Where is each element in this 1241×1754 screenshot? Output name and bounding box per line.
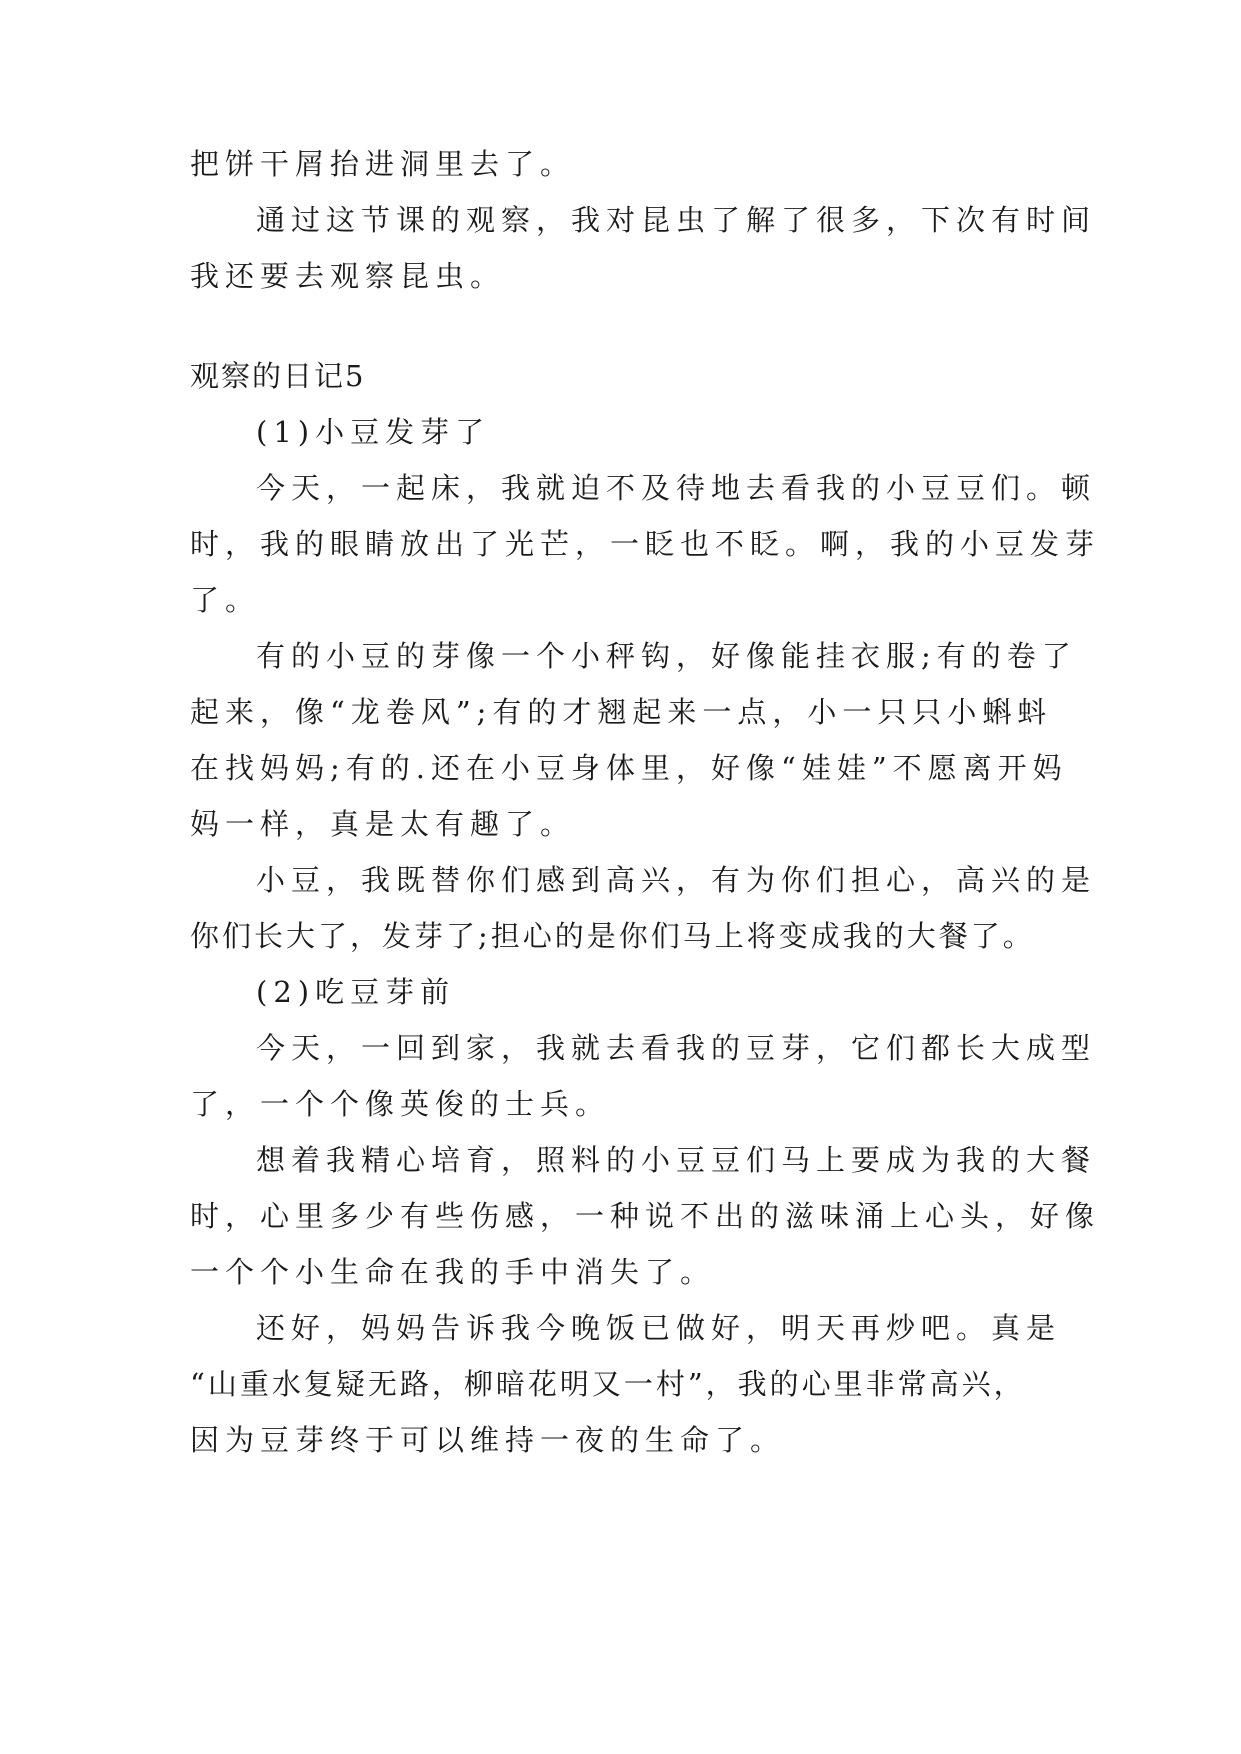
section-heading: 观察的日记5: [190, 359, 366, 393]
text-line: 了，一个个像英俊的士兵。: [190, 1087, 611, 1121]
text-line: 时，我的眼睛放出了光芒，一眨也不眨。啊，我的小豆发芽: [190, 527, 1101, 561]
subsection-heading: (1)小豆发芽了: [256, 415, 491, 449]
text-line: 了。: [190, 583, 261, 617]
text-line: 妈一样，真是太有趣了。: [190, 807, 576, 841]
text-line: 把饼干屑抬进洞里去了。: [190, 147, 576, 181]
text-line: 今天，一起床，我就迫不及待地去看我的小豆豆们。顿: [256, 471, 1097, 505]
text-line: 今天，一回到家，我就去看我的豆芽，它们都长大成型: [256, 1031, 1097, 1065]
text-line: 想着我精心培育，照料的小豆豆们马上要成为我的大餐: [256, 1143, 1097, 1177]
text-line: 因为豆芽终于可以维持一夜的生命了。: [190, 1423, 786, 1457]
text-line: “山重水复疑无路，柳暗花明又一村”，我的心里非常高兴，: [190, 1367, 1026, 1401]
text-line: 时，心里多少有些伤感，一种说不出的滋味涌上心头，好像: [190, 1199, 1101, 1233]
text-line: 你们长大了，发芽了;担心的是你们马上将变成我的大餐了。: [190, 919, 1035, 953]
text-line: 通过这节课的观察，我对昆虫了解了很多，下次有时间: [256, 203, 1097, 237]
text-line: 一个个小生命在我的手中消失了。: [190, 1255, 716, 1289]
text-line: 我还要去观察昆虫。: [190, 259, 506, 293]
text-line: 有的小豆的芽像一个小秤钩，好像能挂衣服;有的卷了: [256, 639, 1077, 673]
text-line: 在找妈妈;有的.还在小豆身体里，好像“娃娃”不愿离开妈: [190, 751, 1068, 785]
text-line: 还好，妈妈告诉我今晚饭已做好，明天再炒吧。真是: [256, 1311, 1062, 1345]
text-line: 起来，像“龙卷风”;有的才翘起来一点，小一只只小蝌蚪: [190, 695, 1053, 729]
text-line: 小豆，我既替你们感到高兴，有为你们担心，高兴的是: [256, 863, 1097, 897]
subsection-heading: (2)吃豆芽前: [256, 975, 456, 1009]
